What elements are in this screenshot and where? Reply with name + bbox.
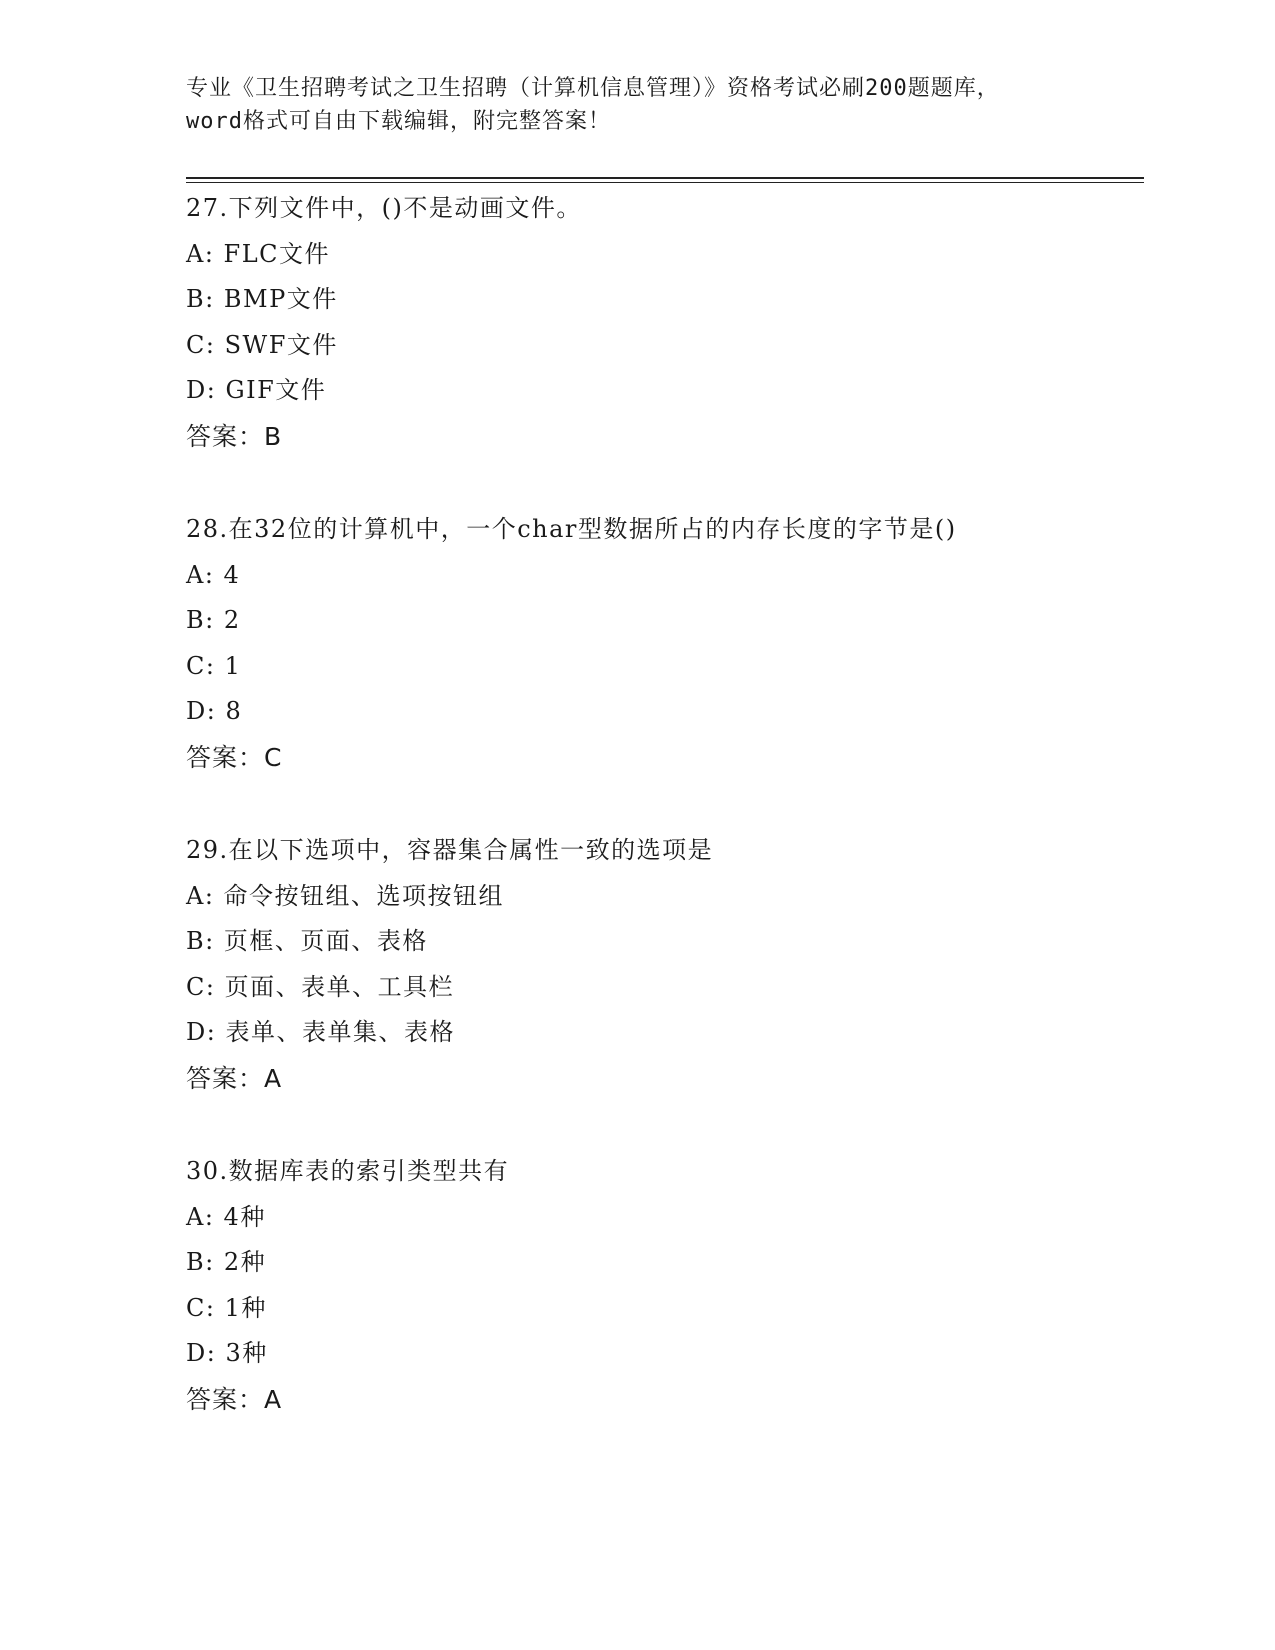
answer-line: 答案：A [186,1384,283,1414]
option-a: A: 命令按钮组、选项按钮组 [186,881,505,910]
header-line-2: word格式可自由下载编辑，附完整答案！ [186,109,611,134]
option-b: B: 2种 [186,1248,267,1276]
option-c: C: 页面、表单、工具栏 [186,972,455,1001]
option-b: B: 2 [186,606,241,634]
question-30 [186,1149,1136,1422]
option-d: D: 3种 [186,1339,268,1367]
header-line-1: 专业《卫生招聘考试之卫生招聘（计算机信息管理）》资格考试必刷200题题库， [186,76,1000,101]
option-a: A: 4种 [186,1202,266,1231]
option-a: A: FLC文件 [186,239,330,268]
header-divider-thick [186,177,1144,179]
question-stem: 28.在32位的计算机中，一个char型数据所占的内存长度的字节是() [186,515,957,543]
option-d: D: 表单、表单集、表格 [186,1018,455,1046]
question-27 [186,186,1136,459]
option-b: B: BMP文件 [186,285,338,313]
option-d: D: 8 [186,697,243,725]
option-a: A: 4 [186,560,241,589]
option-d: D: GIF文件 [186,376,327,404]
question-29 [186,828,1136,1101]
option-c: C: 1 [186,651,242,680]
option-b: B: 页框、页面、表格 [186,927,428,955]
question-stem: 27.下列文件中，()不是动画文件。 [186,194,582,222]
option-c: C: SWF文件 [186,330,338,359]
header-divider-thin [186,182,1144,183]
option-c: C: 1种 [186,1293,267,1322]
answer-line: 答案：A [186,1063,283,1093]
document-header [186,72,1086,138]
question-28 [186,507,1136,780]
question-stem: 30.数据库表的索引类型共有 [186,1157,510,1185]
question-list [186,186,1136,1470]
question-stem: 29.在以下选项中，容器集合属性一致的选项是 [186,836,714,864]
answer-line: 答案：B [186,421,283,451]
answer-line: 答案：C [186,742,283,772]
